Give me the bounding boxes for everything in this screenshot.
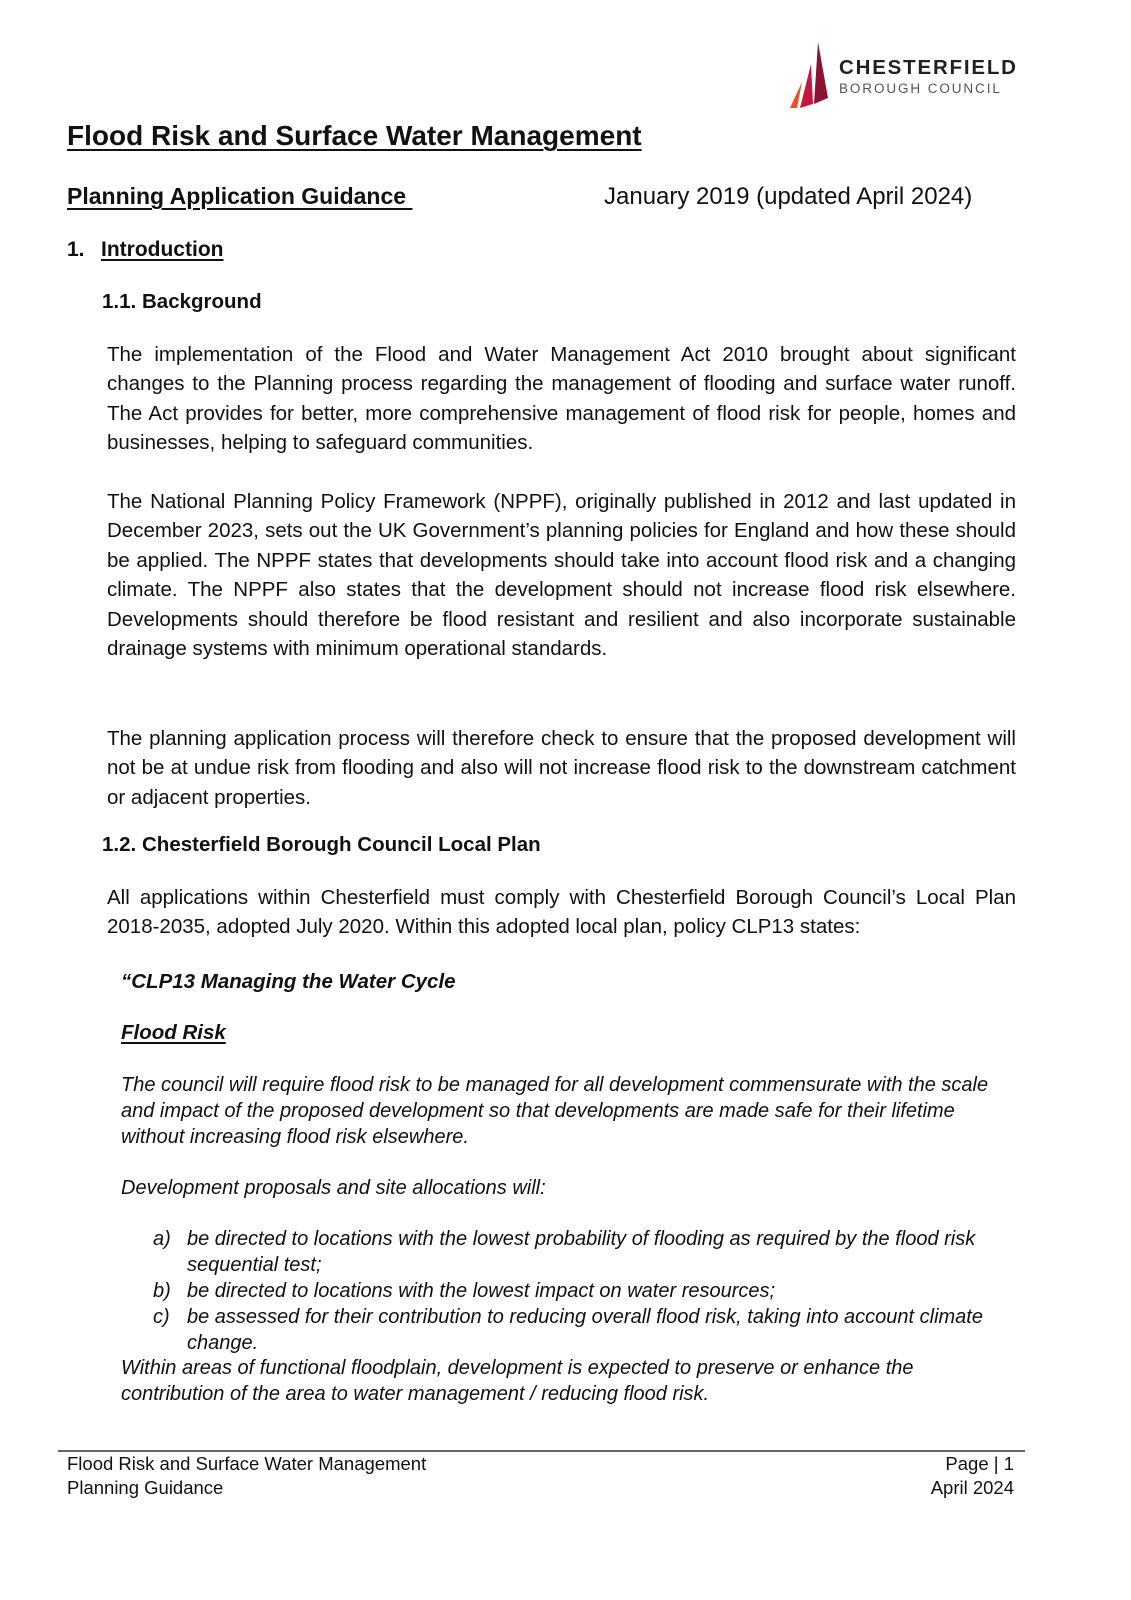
policy-list-item (153, 1304, 1013, 1356)
list-marker: c) (153, 1306, 170, 1328)
logo-sails-icon (788, 38, 836, 110)
document-title: Flood Risk and Surface Water Management (67, 120, 642, 151)
section-title: Introduction (101, 238, 224, 261)
subsection-number: 1.2. (102, 833, 137, 856)
policy-list-item (153, 1278, 1013, 1304)
policy-quote-subheading: Flood Risk (121, 1021, 226, 1044)
logo-name: CHESTERFIELD (839, 56, 1018, 79)
local-plan-paragraph: All applications within Chesterfield must comply with Chesterfield Borough Council’s Local Plan 2018-2035, adopted July 2020. Within this adopted local plan, policy CLP13 states: (107, 886, 1016, 939)
policy-paragraph-3: Within areas of functional floodplain, development is expected to preserve or enhance the contribution of the area to water management / reducing flood risk. (121, 1357, 914, 1405)
list-marker: a) (153, 1228, 171, 1250)
footer-date: April 2024 (930, 1477, 1014, 1498)
policy-paragraph-1: The council will require flood risk to be managed for all development commensurate with the scale and impact of the proposed development so that developments are made safe for their lifetime without increasing flood risk elsewhere. (121, 1074, 989, 1148)
document-subtitle: Planning Application Guidance (67, 183, 413, 209)
logo-subname: BOROUGH COUNCIL (839, 81, 1002, 96)
section-heading-introduction (67, 238, 223, 262)
footer-divider (58, 1450, 1025, 1452)
footer-document-title: Flood Risk and Surface Water Management (67, 1453, 427, 1474)
subsection-title: Background (142, 290, 262, 313)
policy-paragraph-2: Development proposals and site allocations will: (121, 1177, 546, 1199)
list-text: be directed to locations with the lowest probability of flooding as required by the flood risk sequential test; (187, 1228, 976, 1276)
list-text: be assessed for their contribution to reducing overall flood risk, taking into account climate change. (187, 1306, 983, 1354)
council-logo (788, 38, 1028, 113)
policy-list (153, 1226, 1013, 1356)
subsection-heading-background (102, 290, 262, 314)
background-paragraph-2: The National Planning Policy Framework (NPPF), originally published in 2012 and last updated in December 2023, sets out the UK Government’s planning policies for England and how these should be applied. The NPPF states that developments should take into account flood risk and a changing climate. The NPPF also states that the development should not increase flood risk elsewhere. Developments should therefore be flood resistant and resilient and also incorporate sustainable drainage systems with minimum operational standards. (107, 490, 1016, 661)
document-date: January 2019 (updated April 2024) (604, 183, 973, 210)
section-number: 1. (67, 238, 85, 261)
list-text: be directed to locations with the lowest impact on water resources; (187, 1280, 776, 1302)
footer-document-subtitle: Planning Guidance (67, 1477, 224, 1498)
subsection-heading-local-plan (102, 833, 541, 857)
footer-page-number: Page | 1 (945, 1453, 1014, 1474)
policy-list-item (153, 1226, 1013, 1278)
policy-quote-title: “CLP13 Managing the Water Cycle (121, 970, 456, 993)
list-marker: b) (153, 1280, 171, 1302)
subsection-title: Chesterfield Borough Council Local Plan (142, 833, 541, 856)
background-paragraph-1: The implementation of the Flood and Water Management Act 2010 brought about significant changes to the Planning process regarding the management of flooding and surface water runoff. The Act provides for better, more comprehensive management of flood risk for people, homes and businesses, helping to safeguard communities. (107, 343, 1016, 455)
subsection-number: 1.1. (102, 290, 137, 313)
background-paragraph-3: The planning application process will therefore check to ensure that the proposed development will not be at undue risk from flooding and also will not increase flood risk to the downstream catchment or adjacent properties. (107, 727, 1016, 809)
